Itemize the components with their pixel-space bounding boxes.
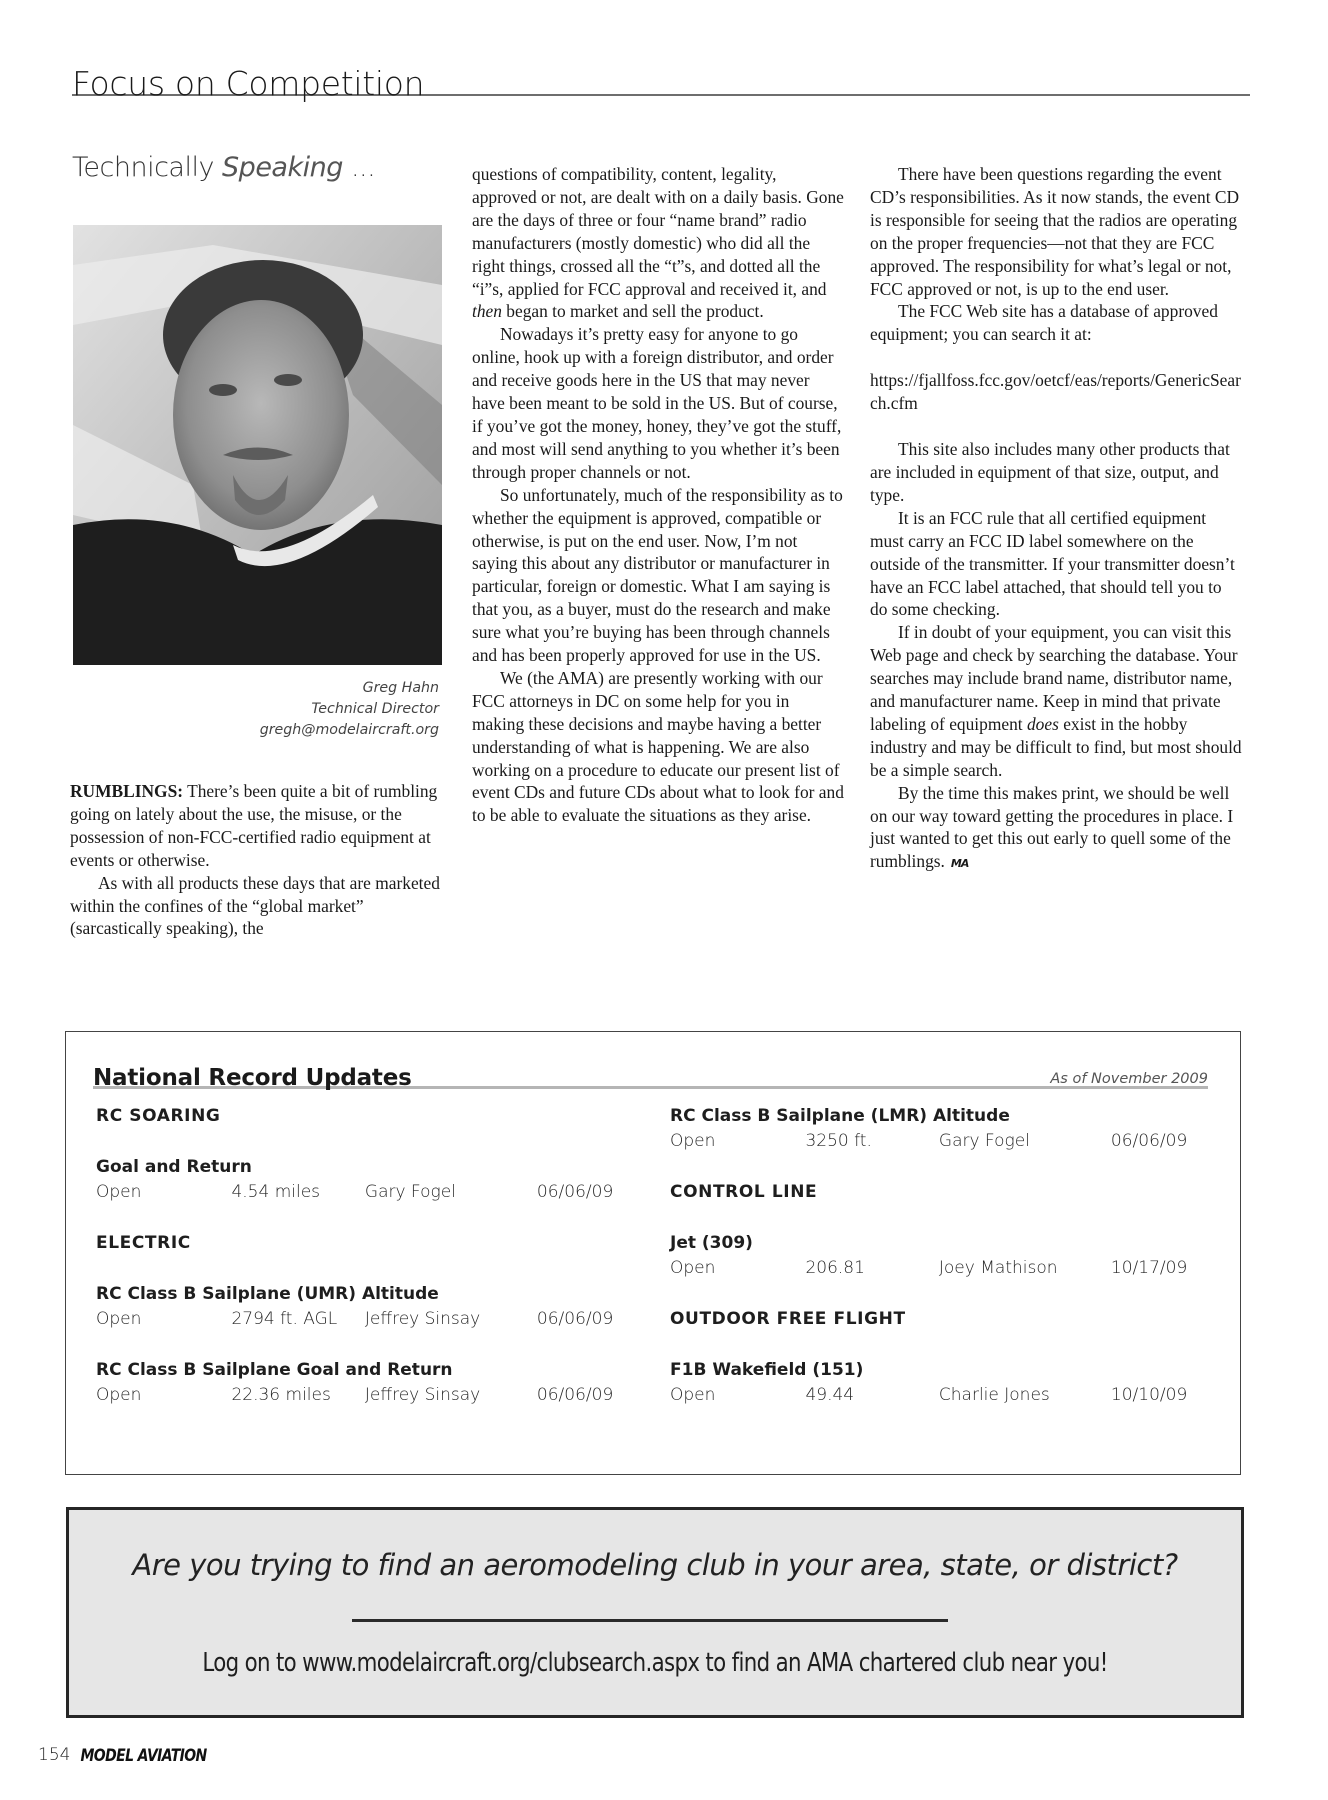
record-holder: Gary Fogel [364, 1182, 456, 1202]
record-row [670, 1383, 1190, 1408]
column-title [72, 152, 375, 183]
record-row [670, 1256, 1190, 1281]
record-date: 10/17/09 [1110, 1258, 1188, 1278]
author-role: Technical Director [311, 701, 439, 717]
records-right-column [670, 1104, 1190, 1434]
record-class: Open [670, 1258, 716, 1278]
record-value: 2794 ft. AGL [231, 1309, 338, 1329]
paragraph: There have been questions regarding the event CD’s responsibilities. As it now stands, the event CD is responsible for seeing that the radios are operating on the proper frequencies—not that they are FCC approved. The responsibility for what’s legal or not, FCC approved or not, is up to the end user. [870, 164, 1240, 299]
record-event-title: RC Class B Sailplane (UMR) Altitude [96, 1284, 439, 1304]
section-header [72, 56, 1250, 103]
fcc-database-link[interactable]: https://fjallfoss.fcc.gov/oetcf/eas/reports/GenericSearch.cfm [870, 370, 1241, 414]
record-value: 4.54 miles [231, 1182, 321, 1202]
page-footer [38, 1745, 207, 1765]
record-value: 206.81 [805, 1258, 865, 1278]
paragraph: This site also includes many other products that are included in equipment of that size, output, and type. [870, 439, 1230, 505]
record-date: 10/10/09 [1110, 1385, 1188, 1405]
record-category: OUTDOOR FREE FLIGHT [670, 1309, 906, 1329]
paragraph: As with all products these days that are marketed within the confines of the “global market” (sarcastically speaking), the [70, 872, 440, 939]
record-category: CONTROL LINE [670, 1182, 818, 1202]
record-holder: Jeffrey Sinsay [364, 1309, 481, 1329]
divider [352, 1619, 948, 1622]
records-left-column [96, 1104, 616, 1434]
magazine-logo: MODEL AVIATION [80, 1746, 207, 1766]
author-byline [73, 678, 439, 741]
author-photo [73, 225, 442, 665]
page-number: 154 [38, 1745, 71, 1765]
article-column-2 [472, 163, 844, 827]
record-holder: Charlie Jones [938, 1385, 1050, 1405]
column-title-italic: Speaking [222, 152, 343, 183]
paragraph: By the time this makes print, we should be well on our way toward getting the procedures in place. I just wanted to get this out early to quell some of the rumblings. MA [870, 782, 1234, 872]
record-date: 06/06/09 [536, 1385, 614, 1405]
article-column-3 [870, 163, 1242, 876]
record-row [96, 1307, 616, 1332]
record-value: 3250 ft. [805, 1131, 872, 1151]
record-category: ELECTRIC [96, 1233, 191, 1253]
record-row [96, 1180, 616, 1205]
records-as-of-date: As of November 2009 [1050, 1071, 1208, 1087]
end-mark: MA [950, 857, 969, 871]
record-event-title: RC Class B Sailplane (LMR) Altitude [670, 1106, 1010, 1126]
club-search-promo [66, 1507, 1244, 1718]
record-date: 06/06/09 [536, 1309, 614, 1329]
section-title: Focus on Competition [72, 64, 425, 103]
records-title: National Record Updates [93, 1065, 412, 1091]
paragraph: It is an FCC rule that all certified equipment must carry an FCC ID label somewhere on the outside of the transmitter. If your transmitter doesn’t have an FCC label attached, that should tell you to do some checking. [870, 507, 1235, 620]
record-value: 49.44 [805, 1385, 855, 1405]
record-date: 06/06/09 [536, 1182, 614, 1202]
record-class: Open [96, 1309, 142, 1329]
emphasis: then [472, 301, 502, 322]
paragraph: If in doubt of your equipment, you can visit this Web page and check by searching the database. Your searches may include brand name, distributor name, and manufacturer name. Keep in mind that private labeling of equipment does exist in the hobby industry and may be difficult to find, but most should be a simple search. [870, 622, 1242, 780]
paragraph: So unfortunately, much of the responsibility as to whether the equipment is approved, compatible or otherwise, is put on the end user. Now, I’m not saying this about any distributor or manufacturer in particular, foreign or domestic. What I am saying is that you, as a buyer, must do the research and make sure what you’re buying has been through channels and has been properly approved for use in the US. [472, 484, 843, 666]
paragraph: We (the AMA) are presently working with our FCC attorneys in DC on some help for you in making these decisions and maybe having a better understanding of what is happening. We are also working on a procedure to educate our present list of event CDs and future CDs about what to look for and to be able to evaluate the situations as they arise. [472, 667, 844, 826]
record-event-title: F1B Wakefield (151) [670, 1360, 864, 1380]
record-class: Open [96, 1385, 142, 1405]
author-email[interactable]: gregh@modelaircraft.org [259, 722, 439, 738]
paragraph: Nowadays it’s pretty easy for anyone to go online, hook up with a foreign distributor, and order and receive goods here in the US that may never have been meant to be sold in the US. But of course, if you’ve got the money, honey, they’ve got the stuff, and most will send anything to you whether it’s been through proper channels or not. [472, 324, 842, 482]
author-name: Greg Hahn [362, 680, 439, 696]
record-class: Open [670, 1385, 716, 1405]
national-record-updates [65, 1031, 1241, 1475]
emphasis: does [1026, 713, 1059, 734]
record-holder: Joey Mathison [938, 1258, 1058, 1278]
record-row [96, 1383, 616, 1408]
club-promo-question: Are you trying to find an aeromodeling club in your area, state, or district? [132, 1548, 1178, 1582]
club-search-link[interactable]: Log on to www.modelaircraft.org/clubsearch.aspx to find an AMA chartered club near you! [202, 1648, 1108, 1678]
paragraph: RUMBLINGS: There’s been quite a bit of rumbling going on lately about the use, the misuse, or the possession of non-FCC-certified radio equipment at events or otherwise. [70, 781, 438, 870]
record-row [670, 1129, 1190, 1154]
record-event-title: RC Class B Sailplane Goal and Return [96, 1360, 453, 1380]
records-header [93, 1064, 1208, 1089]
record-value: 22.36 miles [231, 1385, 331, 1405]
column-title-suffix: ... [342, 152, 376, 183]
record-date: 06/06/09 [1110, 1131, 1188, 1151]
record-holder: Jeffrey Sinsay [364, 1385, 481, 1405]
paragraph: questions of compatibility, content, legality, approved or not, are dealt with on a daily basis. Gone are the days of three or four “name brand” radio manufacturers (mostly domestic) who did all the right things, crossed all the “t”s, and dotted all the “i”s, applied for FCC approval and received it, and then began to market and sell the product. [472, 164, 844, 322]
article-column-1 [70, 780, 442, 940]
record-class: Open [670, 1131, 716, 1151]
paragraph: The FCC Web site has a database of approved equipment; you can search it at: [870, 301, 1218, 345]
column-title-plain: Technically [72, 152, 223, 183]
runin-heading: RUMBLINGS: [70, 781, 184, 801]
record-holder: Gary Fogel [938, 1131, 1030, 1151]
author-photo-image [73, 225, 442, 665]
record-class: Open [96, 1182, 142, 1202]
record-event-title: Goal and Return [96, 1157, 252, 1177]
record-category: RC SOARING [96, 1106, 221, 1126]
record-event-title: Jet (309) [670, 1233, 753, 1253]
